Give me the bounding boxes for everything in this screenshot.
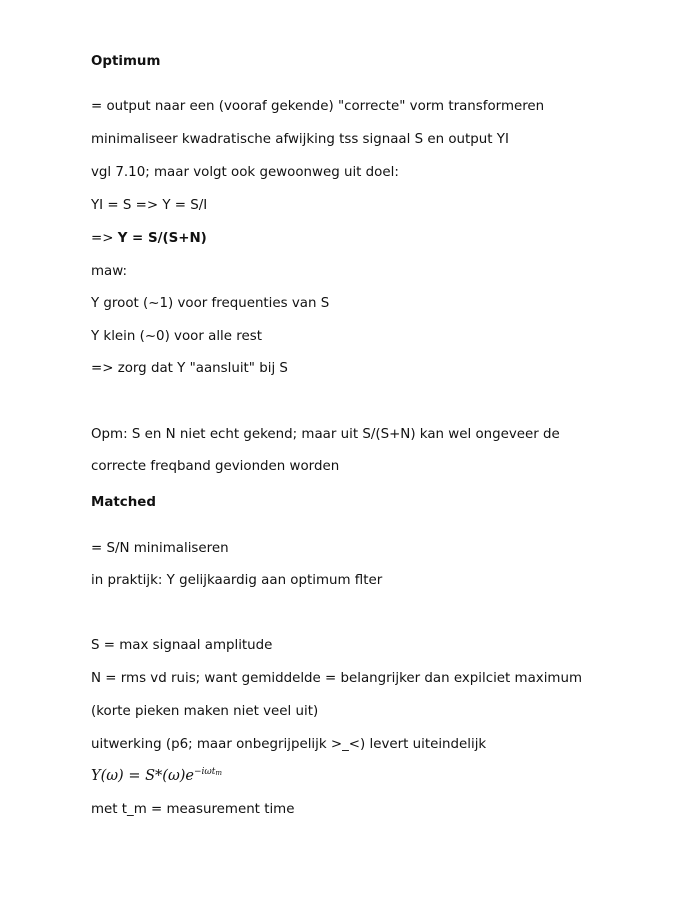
text-line: = output naar een (vooraf gekende) "correcte" vorm transformeren bbox=[91, 99, 545, 114]
formula-exponent-text: −iωt bbox=[194, 767, 216, 777]
formula-lhs: Y(ω) bbox=[91, 768, 124, 784]
result-prefix: => bbox=[91, 231, 118, 246]
remark-line: correcte freqband gevionden worden bbox=[91, 459, 340, 474]
text-line: met t_m = measurement time bbox=[91, 802, 295, 817]
text-line: minimaliseer kwadratische afwijking tss signaal S en output YI bbox=[91, 132, 509, 147]
result-line bbox=[91, 231, 207, 247]
formula-s: S bbox=[145, 768, 156, 784]
text-line: maw: bbox=[91, 264, 127, 279]
text-line: => zorg dat Y "aansluit" bij S bbox=[91, 361, 288, 376]
heading-optimum: Optimum bbox=[91, 54, 161, 69]
remark-line: Opm: S en N niet echt gekend; maar uit S/(S+N) kan wel ongeveer de bbox=[91, 427, 560, 442]
text-line: = S/N minimaliseren bbox=[91, 541, 229, 556]
formula-star: * bbox=[155, 768, 163, 784]
math-formula bbox=[91, 768, 222, 786]
text-line: YI = S => Y = S/I bbox=[91, 198, 208, 213]
text-line: Y groot (~1) voor frequenties van S bbox=[91, 296, 330, 311]
text-line: N = rms vd ruis; want gemiddelde = belangrijker dan expilciet maximum bbox=[91, 671, 583, 686]
text-line: (korte pieken maken niet veel uit) bbox=[91, 704, 319, 719]
text-line: vgl 7.10; maar volgt ook gewoonweg uit doel: bbox=[91, 165, 399, 180]
text-line: S = max signaal amplitude bbox=[91, 638, 273, 653]
text-line: uitwerking (p6; maar onbegrijpelijk >_<) levert uiteindelijk bbox=[91, 737, 487, 752]
formula-exponent bbox=[194, 767, 222, 777]
text-line: Y klein (~0) voor alle rest bbox=[91, 329, 262, 344]
heading-matched: Matched bbox=[91, 495, 156, 510]
text-line: in praktijk: Y gelijkaardig aan optimum flter bbox=[91, 573, 383, 588]
formula-equals: = bbox=[123, 768, 146, 784]
formula-arg: (ω) bbox=[162, 768, 186, 784]
formula-exponent-sub: m bbox=[215, 769, 223, 777]
formula-e: e bbox=[185, 768, 195, 784]
result-formula-bold: Y = S/(S+N) bbox=[117, 231, 207, 246]
